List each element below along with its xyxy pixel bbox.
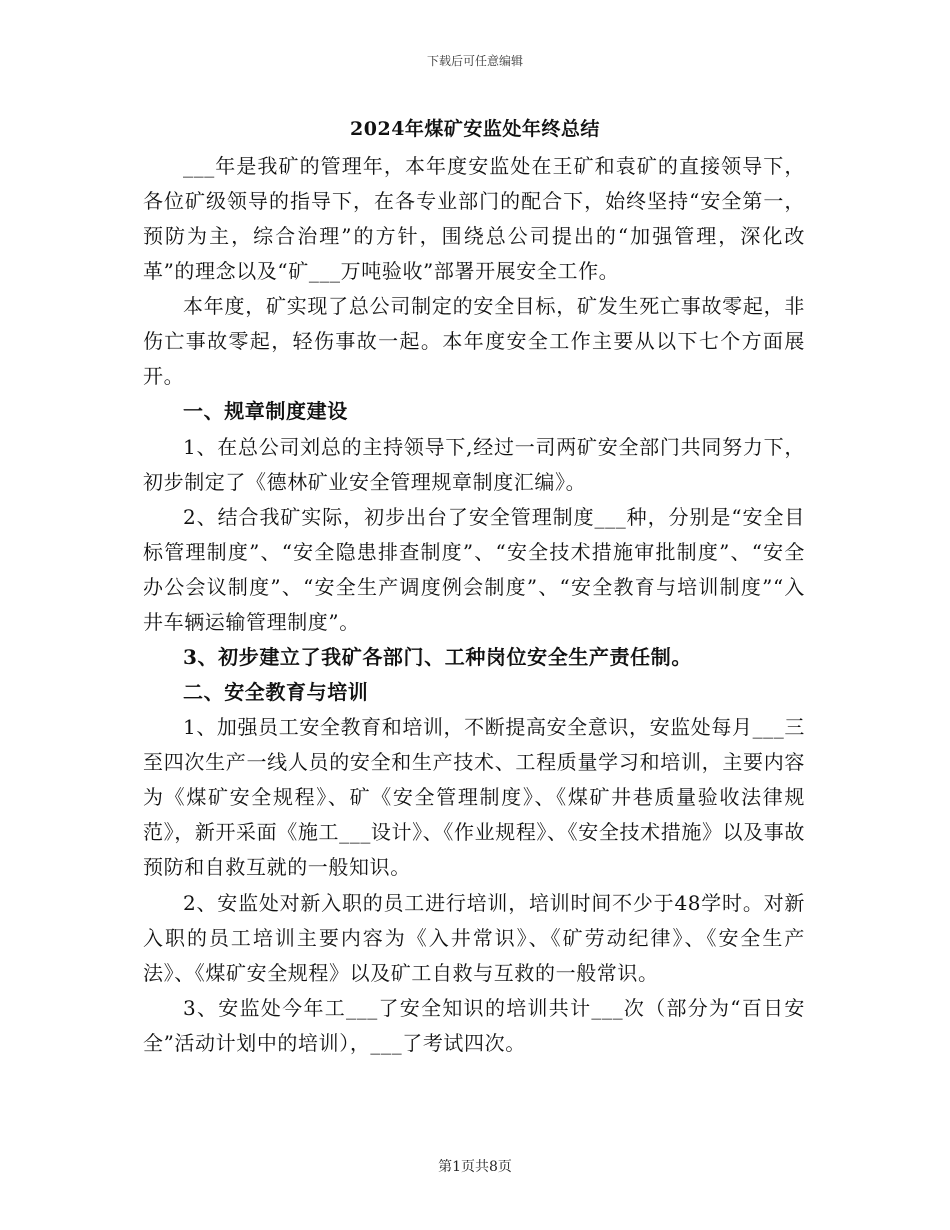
section-heading-training: 二、安全教育与培训	[183, 680, 369, 705]
page-footer: 第1页共8页	[438, 1159, 512, 1175]
paragraph-rules-1: 1、在总公司刘总的主持领导下,经过一司两矿安全部门共同努力下，初步制定了《德林矿业安全管理规章制度汇编》。	[143, 434, 805, 494]
paragraph-training-2: 2、安监处对新入职的员工进行培训，培训时间不少于48学时。对新入职的员工培训主要内容为《入井常识》、《矿劳动纪律》、《安全生产法》、《煤矿安全规程》以及矿工自救与互救的一般常识。	[143, 890, 805, 985]
paragraph-training-1: 1、加强员工安全教育和培训，不断提高安全意识，安监处每月___三至四次生产一线人员的安全和生产技术、工程质量学习和培训，主要内容为《煤矿安全规程》、矿《安全管理制度》、《煤矿井巷质量验收法律规范》，新开采面《施工___设计》、《作业规程》、《安全技术措施》以及事故预防和自救互就的一般知识。	[143, 715, 805, 880]
document-body	[143, 149, 805, 1061]
paragraph-intro: ___年是我矿的管理年，本年度安监处在王矿和袁矿的直接领导下，各位矿级领导的指导下，在各专业部门的配合下，始终坚持“安全第一，预防为主，综合治理”的方针，围绕总公司提出的“加强管理，深化改革”的理念以及“矿___万吨验收”部署开展安全工作。	[143, 154, 805, 283]
section-heading-rules: 一、规章制度建设	[183, 399, 348, 424]
paragraph-rules-3: 3、初步建立了我矿各部门、工种岗位安全生产责任制。	[183, 644, 692, 669]
document-title: 2024年煤矿安监处年终总结	[350, 118, 600, 140]
paragraph-annual-result: 本年度，矿实现了总公司制定的安全目标，矿发生死亡事故零起，非伤亡事故零起，轻伤事故一起。本年度安全工作主要从以下七个方面展开。	[143, 294, 805, 389]
header-note: 下载后可任意编辑	[426, 54, 523, 68]
paragraph-rules-2: 2、结合我矿实际，初步出台了安全管理制度___种，分别是“安全目标管理制度”、“安全隐患排查制度”、“安全技术措施审批制度”、“安全办公会议制度”、“安全生产调度例会制度”、“安全教育与培训制度”“入井车辆运输管理制度”。	[143, 504, 805, 634]
paragraph-training-3: 3、安监处今年工___了安全知识的培训共计___次（部分为“百日安全”活动计划中的培训），___了考试四次。	[143, 995, 805, 1055]
